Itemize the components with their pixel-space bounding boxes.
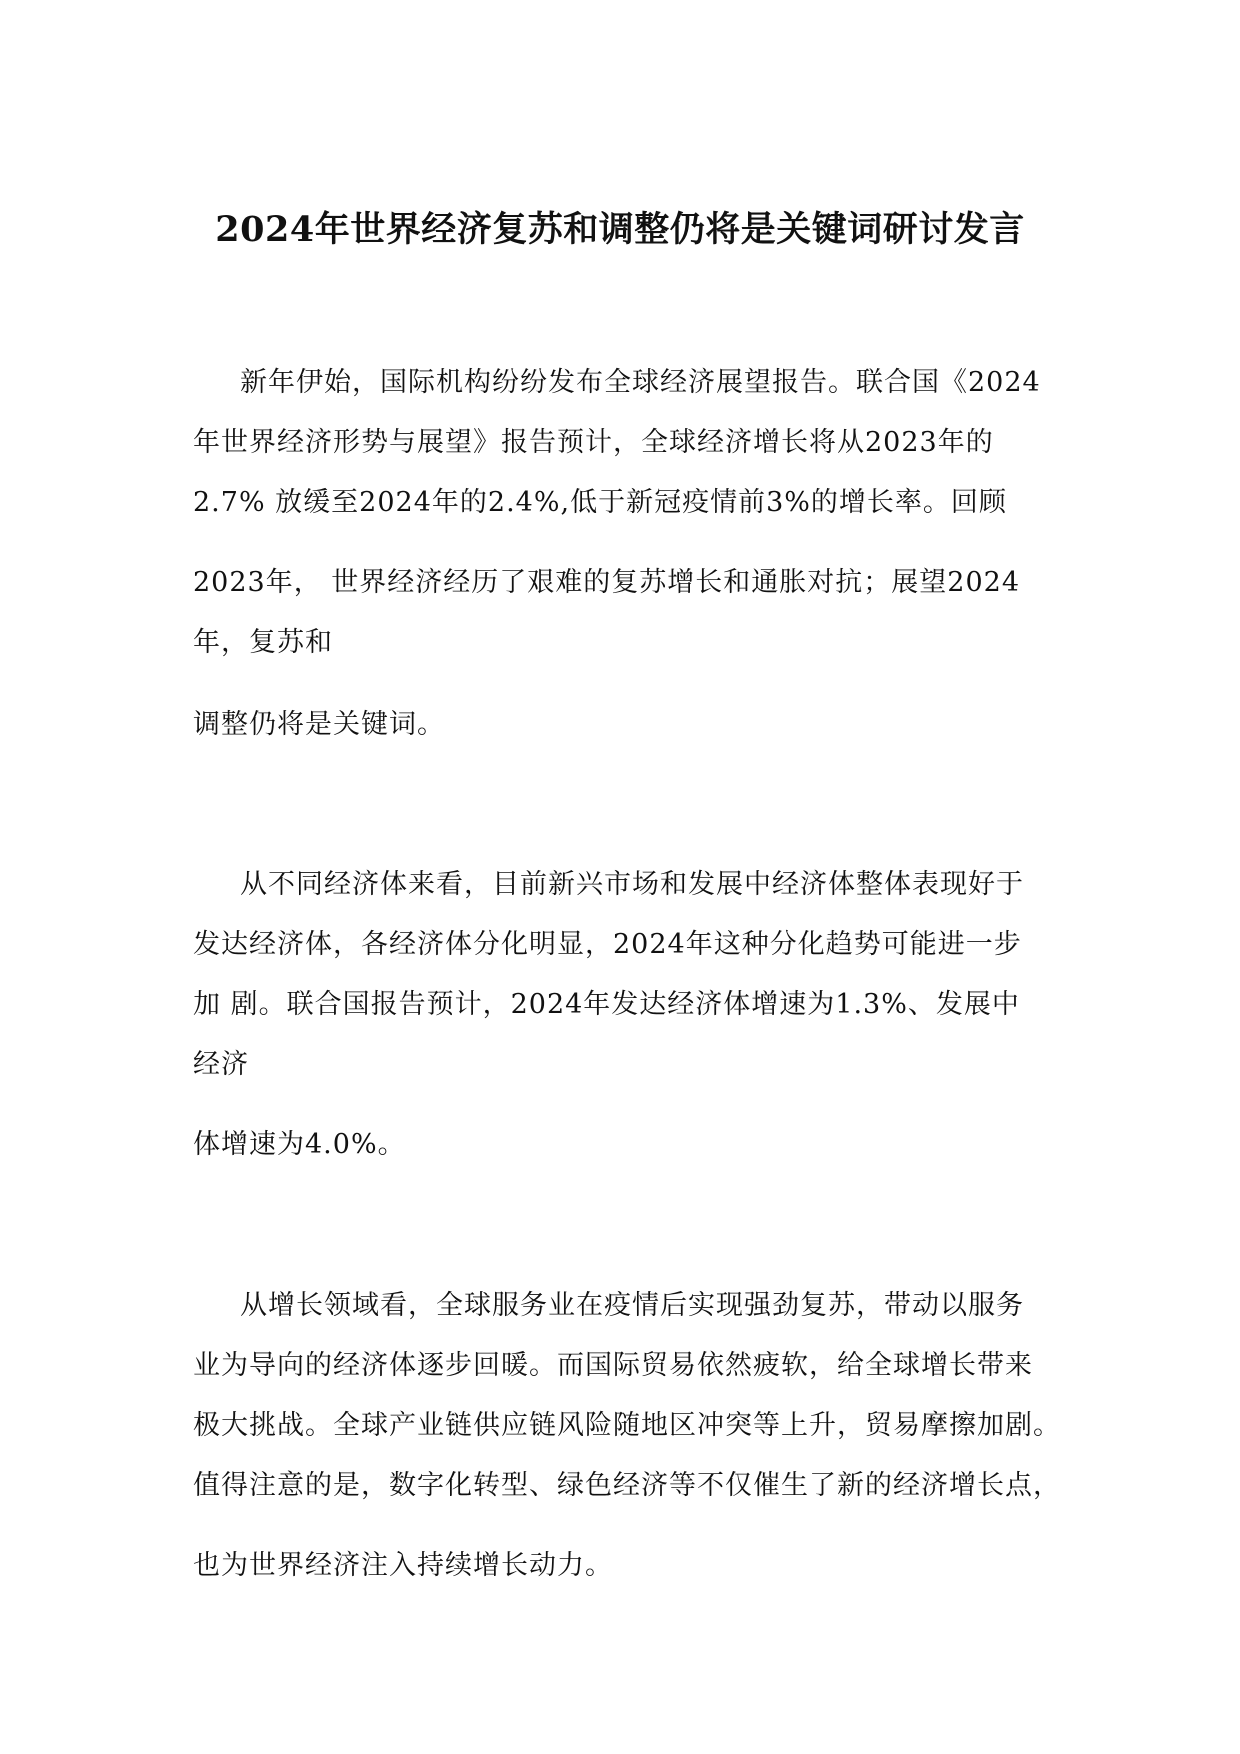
- paragraph-1-line-5: 年，复苏和: [193, 627, 333, 658]
- paragraph-3-line-1: 从增长领域看，全球服务业在疫情后实现强劲复苏，带动以服务: [240, 1290, 1024, 1321]
- paragraph-2-line-1: 从不同经济体来看，目前新兴市场和发展中经济体整体表现好于: [240, 869, 1024, 900]
- paragraph-2-line-4: 经济: [193, 1049, 249, 1080]
- paragraph-2-line-5: 体增速为4.0%。: [193, 1129, 406, 1160]
- paragraph-1-line-6: 调整仍将是关键词。: [193, 709, 445, 740]
- paragraph-2-line-2: 发达经济体，各经济体分化明显，2024年这种分化趋势可能进一步: [193, 929, 1022, 960]
- paragraph-1-line-2: 年世界经济形势与展望》报告预计，全球经济增长将从2023年的: [193, 427, 994, 458]
- paragraph-3-line-4: 值得注意的是，数字化转型、绿色经济等不仅催生了新的经济增长点，: [193, 1470, 1061, 1501]
- paragraph-3-line-2: 业为导向的经济体逐步回暖。而国际贸易依然疲软，给全球增长带来: [193, 1350, 1033, 1381]
- paragraph-1-line-4: 2023年， 世界经济经历了艰难的复苏增长和通胀对抗；展望2024: [193, 567, 1021, 598]
- paragraph-2-line-3: 加 剧。联合国报告预计，2024年发达经济体增速为1.3%、发展中: [193, 989, 1020, 1020]
- paragraph-3-line-5: 也为世界经济注入持续增长动力。: [193, 1550, 613, 1581]
- document-title: 2024年世界经济复苏和调整仍将是关键词研讨发言: [215, 209, 1025, 250]
- paragraph-3-line-3: 极大挑战。全球产业链供应链风险随地区冲突等上升，贸易摩擦加剧。: [193, 1410, 1061, 1441]
- paragraph-1-line-1: 新年伊始，国际机构纷纷发布全球经济展望报告。联合国《2024: [240, 367, 1041, 398]
- paragraph-1-line-3: 2.7% 放缓至2024年的2.4%,低于新冠疫情前3%的增长率。回顾: [193, 487, 1007, 518]
